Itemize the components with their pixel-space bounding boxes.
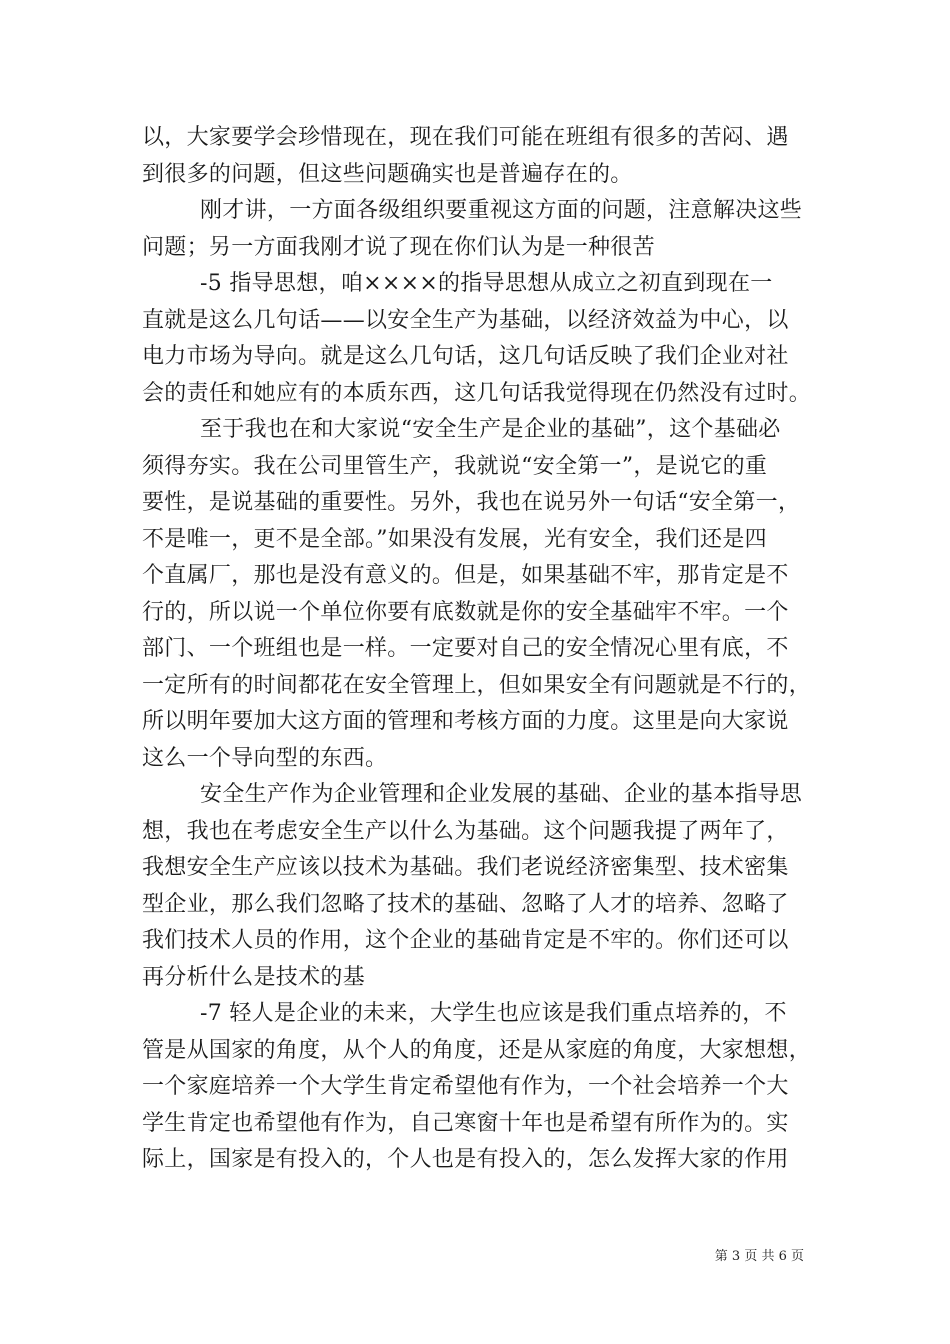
paragraph	[142, 266, 812, 412]
text-line: 不是唯一，更不是全部。”如果没有发展，光有安全，我们还是四	[142, 526, 767, 552]
paragraph	[142, 120, 812, 193]
text-line: 际上，国家是有投入的，个人也是有投入的，怎么发挥大家的作用	[142, 1147, 789, 1172]
text-line: 管是从国家的角度，从个人的角度，还是从家庭的角度，大家想想，	[142, 1037, 812, 1063]
text-line: 要性，是说基础的重要性。另外，我也在说另外一句话“安全第一，	[142, 490, 801, 515]
text-line: 再分析什么是技术的基	[142, 964, 366, 990]
text-line: 行的，所以说一个单位你要有底数就是你的安全基础牢不牢。一个	[142, 599, 789, 625]
paragraph	[142, 777, 812, 996]
text-line: 问题；另一方面我刚才说了现在你们认为是一种很苦	[142, 234, 655, 260]
text-line: 以，大家要学会珍惜现在，现在我们可能在班组有很多的苦闷、遇	[142, 125, 789, 150]
text-line: 我们技术人员的作用，这个企业的基础肯定是不牢的。你们还可以	[142, 928, 789, 953]
text-line: 部门、一个班组也是一样。一定要对自己的安全情况心里有底，不	[142, 636, 789, 661]
text-line: 安全生产作为企业管理和企业发展的基础、企业的基本指导思	[200, 782, 803, 807]
paragraph	[142, 412, 812, 777]
page-number: 第 3 页 共 6 页	[714, 1249, 804, 1264]
body-text	[142, 120, 812, 1179]
paragraph	[142, 193, 812, 266]
text-line: 电力市场为导向。就是这么几句话，这几句话反映了我们企业对社	[142, 344, 789, 369]
paragraph	[142, 996, 812, 1179]
text-line: 会的责任和她应有的本质东西，这几句话我觉得现在仍然没有过时。	[142, 380, 812, 406]
text-line: 这么一个导向型的东西。	[142, 745, 388, 771]
text-line: 我想安全生产应该以技术为基础。我们老说经济密集型、技术密集	[142, 855, 789, 880]
text-line: -5 指导思想，咱××××的指导思想从成立之初直到现在一	[200, 271, 773, 296]
text-line: 到很多的问题，但这些问题确实也是普遍存在的。	[142, 161, 633, 187]
text-line: 至于我也在和大家说“安全生产是企业的基础”，这个基础必	[200, 417, 781, 442]
text-line: 一个家庭培养一个大学生肯定希望他有作为，一个社会培养一个大	[142, 1074, 789, 1099]
text-line: 个直属厂，那也是没有意义的。但是，如果基础不牢，那肯定是不	[142, 563, 789, 588]
text-line: 直就是这么几句话——以安全生产为基础，以经济效益为中心，以	[142, 307, 789, 333]
text-line: 所以明年要加大这方面的管理和考核方面的力度。这里是向大家说	[142, 709, 789, 734]
text-line: 想，我也在考虑安全生产以什么为基础。这个问题我提了两年了，	[142, 818, 789, 844]
text-line: 须得夯实。我在公司里管生产，我就说“安全第一”，是说它的重	[142, 453, 768, 479]
text-line: 一定所有的时间都花在安全管理上，但如果安全有问题就是不行的，	[142, 672, 812, 698]
text-line: 型企业，那么我们忽略了技术的基础、忽略了人才的培养、忽略了	[142, 891, 789, 917]
text-line: 刚才讲，一方面各级组织要重视这方面的问题，注意解决这些	[200, 198, 803, 223]
text-line: 学生肯定也希望他有作为，自己寒窗十年也是希望有所作为的。实	[142, 1110, 789, 1136]
text-line: -7 轻人是企业的未来，大学生也应该是我们重点培养的，不	[200, 1001, 787, 1026]
